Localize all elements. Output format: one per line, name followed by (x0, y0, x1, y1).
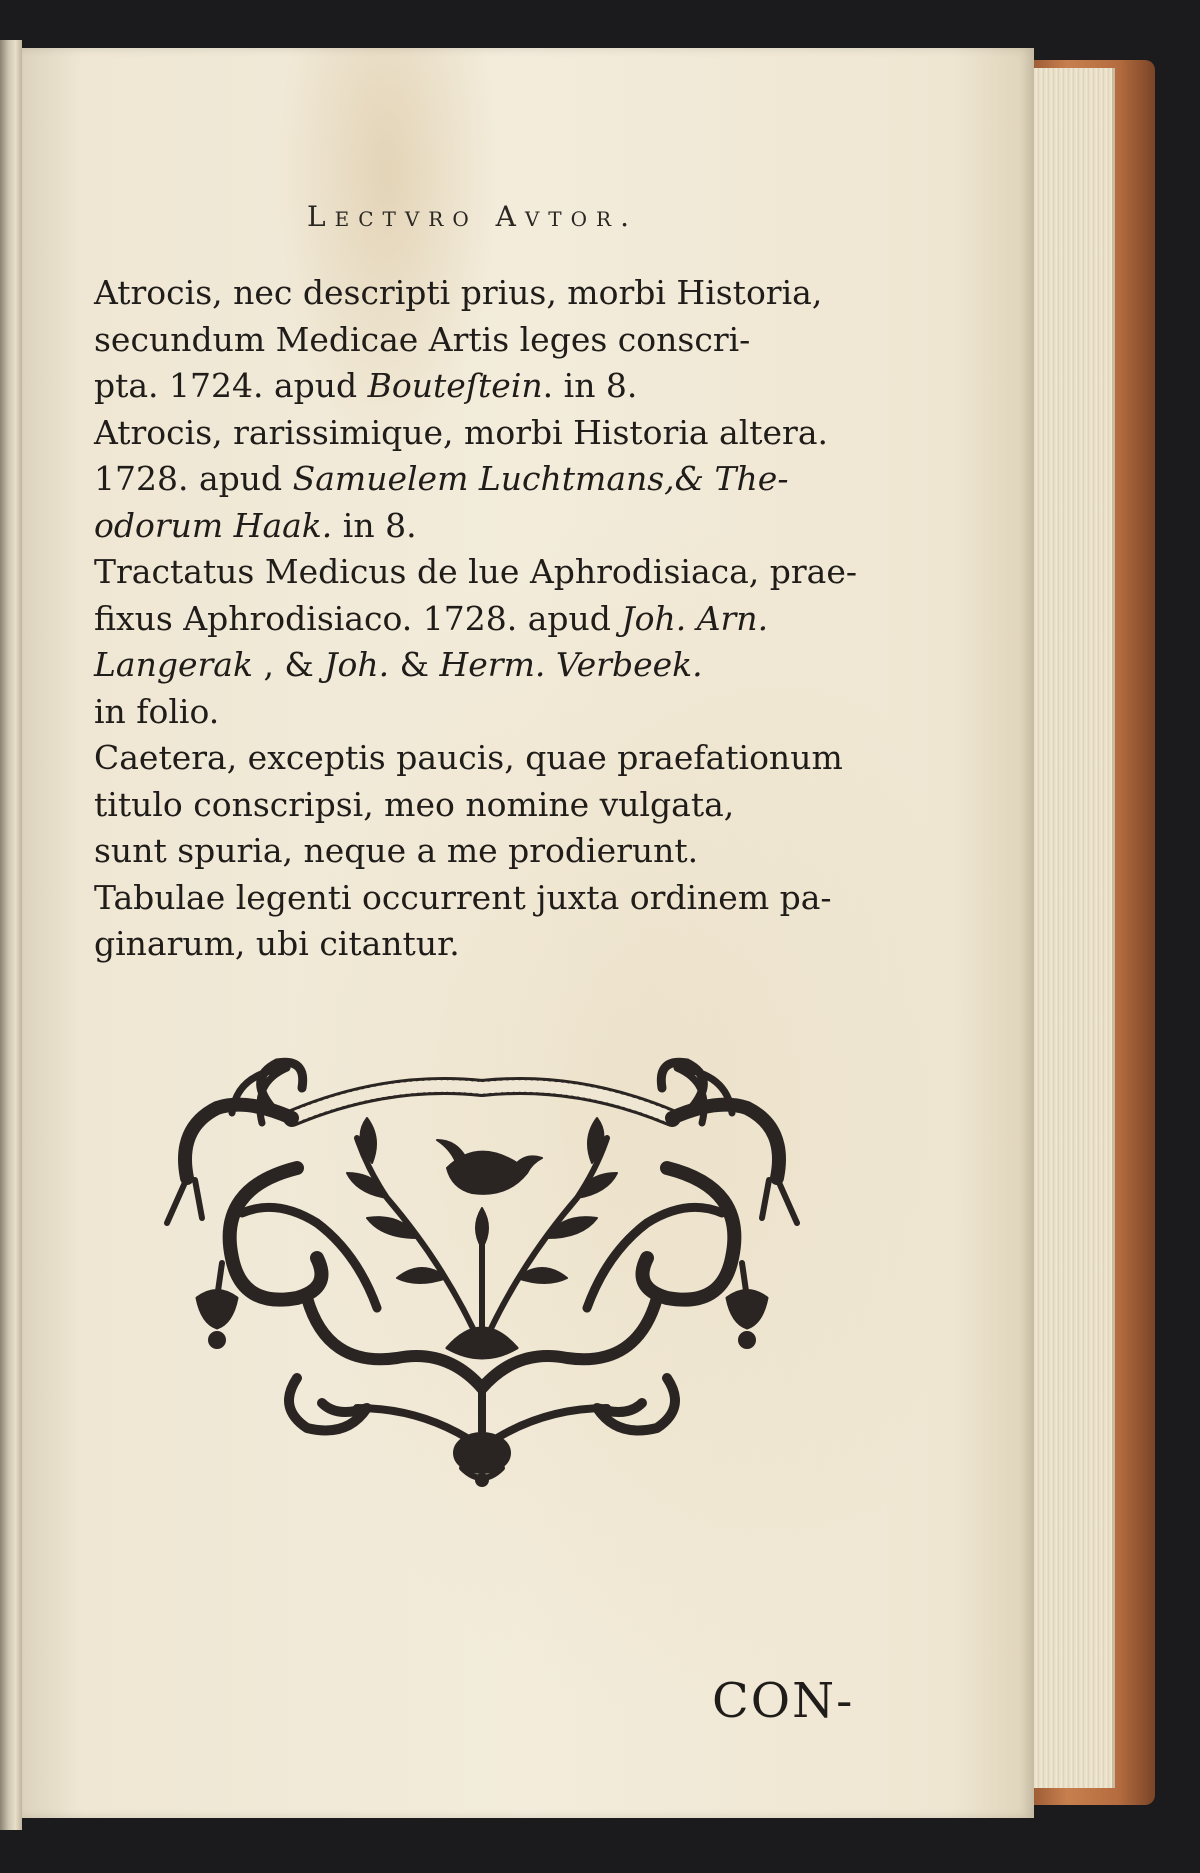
catchword: CON- (712, 1673, 855, 1729)
text-run: pta. 1724. apud (94, 366, 368, 405)
text-run: 1728. apud (94, 459, 293, 498)
left-page-edge (0, 40, 22, 1830)
text-line: sunt spuria, neque a me prodierunt. (94, 831, 699, 870)
text-line: Tractatus Medicus de lue Aphrodisiaca, prae- (94, 552, 858, 591)
book-page (22, 48, 1034, 1818)
text-line (94, 642, 890, 689)
text-run: fixus Aphrodisiaco. 1728. apud (94, 598, 622, 638)
text-line (94, 363, 890, 410)
publisher-name: Langerak (94, 645, 253, 684)
publisher-name: Bouteſtein (367, 366, 543, 405)
text-line: Atrocis, nec descripti prius, morbi Historia, (94, 273, 823, 312)
text-line: Caetera, exceptis paucis, quae praefationum (94, 738, 843, 777)
text-line: ginarum, ubi citantur. (94, 924, 460, 963)
text-line: secundum Medicae Artis leges conscri- (94, 319, 751, 359)
publisher-name: Joh. (324, 645, 390, 684)
page-block-edges (1030, 68, 1115, 1788)
list-item (94, 270, 890, 410)
text-line: titulo conscripsi, meo nomine vulgata, (94, 784, 735, 824)
cartouche-ornament-icon (147, 1048, 817, 1488)
text-block (94, 270, 890, 968)
text-run: , & (252, 645, 325, 684)
text-line: Atrocis, rarissimique, morbi Historia altera. (94, 412, 828, 452)
text-run: . in 8. (542, 366, 638, 405)
text-line (94, 456, 890, 503)
publisher-name: Samuelem Luchtmans,& The- (292, 459, 789, 498)
list-item (94, 410, 890, 550)
text-line: in folio. (94, 691, 220, 731)
text-run: in 8. (332, 505, 417, 545)
text-line (94, 596, 890, 643)
running-head: Lectvro Avtor. (307, 200, 638, 233)
publisher-name: Joh. Arn. (621, 598, 769, 638)
text-line: Tabulae legenti occurrent juxta ordinem pa- (94, 877, 832, 917)
list-item (94, 549, 890, 735)
list-item (94, 875, 890, 968)
text-line (94, 503, 890, 550)
publisher-name: Herm. Verbeek. (439, 645, 703, 684)
list-item (94, 735, 890, 875)
text-run: & (389, 645, 440, 684)
publisher-name: odorum Haak. (94, 505, 333, 545)
